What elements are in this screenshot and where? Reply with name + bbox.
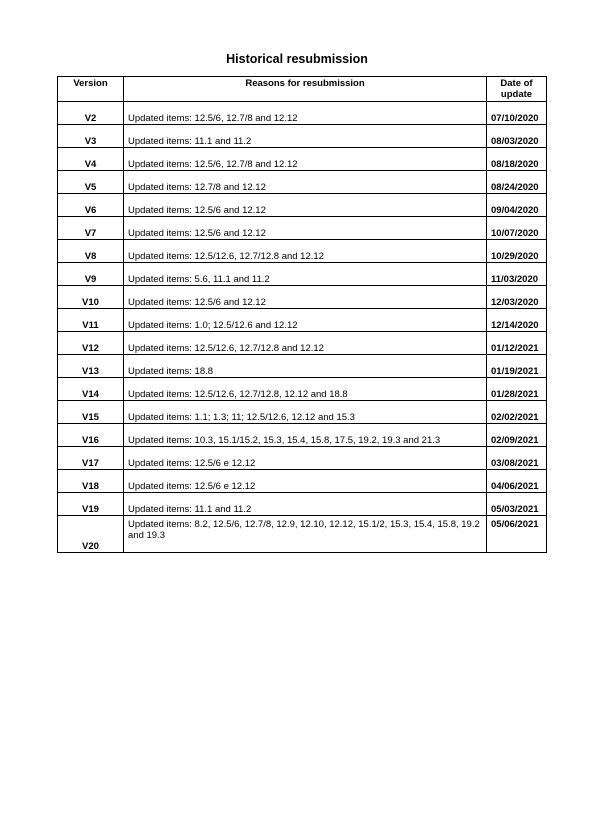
date-cell: 12/03/2020 xyxy=(487,286,547,309)
version-cell: V9 xyxy=(58,263,124,286)
date-cell: 11/03/2020 xyxy=(487,263,547,286)
date-cell: 09/04/2020 xyxy=(487,194,547,217)
table-row xyxy=(58,332,547,355)
version-cell: V11 xyxy=(58,309,124,332)
version-cell: V20 xyxy=(58,516,124,553)
table-header-row xyxy=(58,77,547,102)
reason-cell: Updated items: 18.8 xyxy=(124,355,487,378)
reason-cell: Updated items: 12.5/12.6, 12.7/12.8, 12.12 and 18.8 xyxy=(124,378,487,401)
reason-cell: Updated items: 12.5/12.6, 12.7/12.8 and 12.12 xyxy=(124,240,487,263)
reason-cell: Updated items: 10.3, 15.1/15.2, 15.3, 15.4, 15.8, 17.5, 19.2, 19.3 and 21.3 xyxy=(124,424,487,447)
reason-cell: Updated items: 12.5/12.6, 12.7/12.8 and 12.12 xyxy=(124,332,487,355)
table-row xyxy=(58,516,547,553)
table-row xyxy=(58,309,547,332)
reason-cell: Updated items: 12.5/6 and 12.12 xyxy=(124,217,487,240)
table-row xyxy=(58,447,547,470)
table-row xyxy=(58,171,547,194)
reason-cell: Updated items: 12.7/8 and 12.12 xyxy=(124,171,487,194)
reason-cell: Updated items: 1.0; 12.5/12.6 and 12.12 xyxy=(124,309,487,332)
version-cell: V19 xyxy=(58,493,124,516)
version-cell: V13 xyxy=(58,355,124,378)
column-header-date: Date of update xyxy=(487,77,547,102)
table-row xyxy=(58,493,547,516)
version-cell: V6 xyxy=(58,194,124,217)
reason-cell: Updated items: 8.2, 12.5/6, 12.7/8, 12.9, 12.10, 12.12, 15.1/2, 15.3, 15.4, 15.8, 19.2 and 19.3 xyxy=(124,516,487,553)
reason-cell: Updated items: 12.5/6 e 12.12 xyxy=(124,470,487,493)
version-cell: V17 xyxy=(58,447,124,470)
table-row xyxy=(58,470,547,493)
resubmission-table xyxy=(57,76,547,553)
version-cell: V10 xyxy=(58,286,124,309)
table-row xyxy=(58,217,547,240)
reason-cell: Updated items: 1.1; 1.3; 11; 12.5/12.6, 12.12 and 15.3 xyxy=(124,401,487,424)
reason-cell: Updated items: 12.5/6 and 12.12 xyxy=(124,194,487,217)
reason-cell: Updated items: 5.6, 11.1 and 11.2 xyxy=(124,263,487,286)
table-row xyxy=(58,148,547,171)
table-row xyxy=(58,424,547,447)
date-cell: 10/29/2020 xyxy=(487,240,547,263)
version-cell: V14 xyxy=(58,378,124,401)
table-row xyxy=(58,194,547,217)
date-cell: 03/08/2021 xyxy=(487,447,547,470)
version-cell: V2 xyxy=(58,102,124,125)
date-cell: 01/12/2021 xyxy=(487,332,547,355)
column-header-reasons: Reasons for resubmission xyxy=(124,77,487,102)
version-cell: V3 xyxy=(58,125,124,148)
table-row xyxy=(58,401,547,424)
version-cell: V16 xyxy=(58,424,124,447)
date-cell: 02/02/2021 xyxy=(487,401,547,424)
page-title: Historical resubmission xyxy=(226,52,368,66)
reason-cell: Updated items: 11.1 and 11.2 xyxy=(124,125,487,148)
table-row xyxy=(58,286,547,309)
date-cell: 04/06/2021 xyxy=(487,470,547,493)
date-cell: 12/14/2020 xyxy=(487,309,547,332)
column-header-version: Version xyxy=(58,77,124,102)
version-cell: V5 xyxy=(58,171,124,194)
reason-cell: Updated items: 12.5/6 e 12.12 xyxy=(124,447,487,470)
table-row xyxy=(58,263,547,286)
date-cell: 08/03/2020 xyxy=(487,125,547,148)
version-cell: V18 xyxy=(58,470,124,493)
date-cell: 05/06/2021 xyxy=(487,516,547,553)
date-cell: 07/10/2020 xyxy=(487,102,547,125)
table-row xyxy=(58,378,547,401)
date-cell: 05/03/2021 xyxy=(487,493,547,516)
date-cell: 10/07/2020 xyxy=(487,217,547,240)
version-cell: V7 xyxy=(58,217,124,240)
table-row xyxy=(58,240,547,263)
version-cell: V12 xyxy=(58,332,124,355)
reason-cell: Updated items: 12.5/6, 12.7/8 and 12.12 xyxy=(124,148,487,171)
date-cell: 08/24/2020 xyxy=(487,171,547,194)
date-cell: 01/19/2021 xyxy=(487,355,547,378)
table-row xyxy=(58,355,547,378)
date-cell: 02/09/2021 xyxy=(487,424,547,447)
date-cell: 08/18/2020 xyxy=(487,148,547,171)
table-row xyxy=(58,102,547,125)
table-row xyxy=(58,125,547,148)
reason-cell: Updated items: 12.5/6 and 12.12 xyxy=(124,286,487,309)
version-cell: V8 xyxy=(58,240,124,263)
version-cell: V4 xyxy=(58,148,124,171)
reason-cell: Updated items: 12.5/6, 12.7/8 and 12.12 xyxy=(124,102,487,125)
date-cell: 01/28/2021 xyxy=(487,378,547,401)
version-cell: V15 xyxy=(58,401,124,424)
reason-cell: Updated items: 11.1 and 11.2 xyxy=(124,493,487,516)
